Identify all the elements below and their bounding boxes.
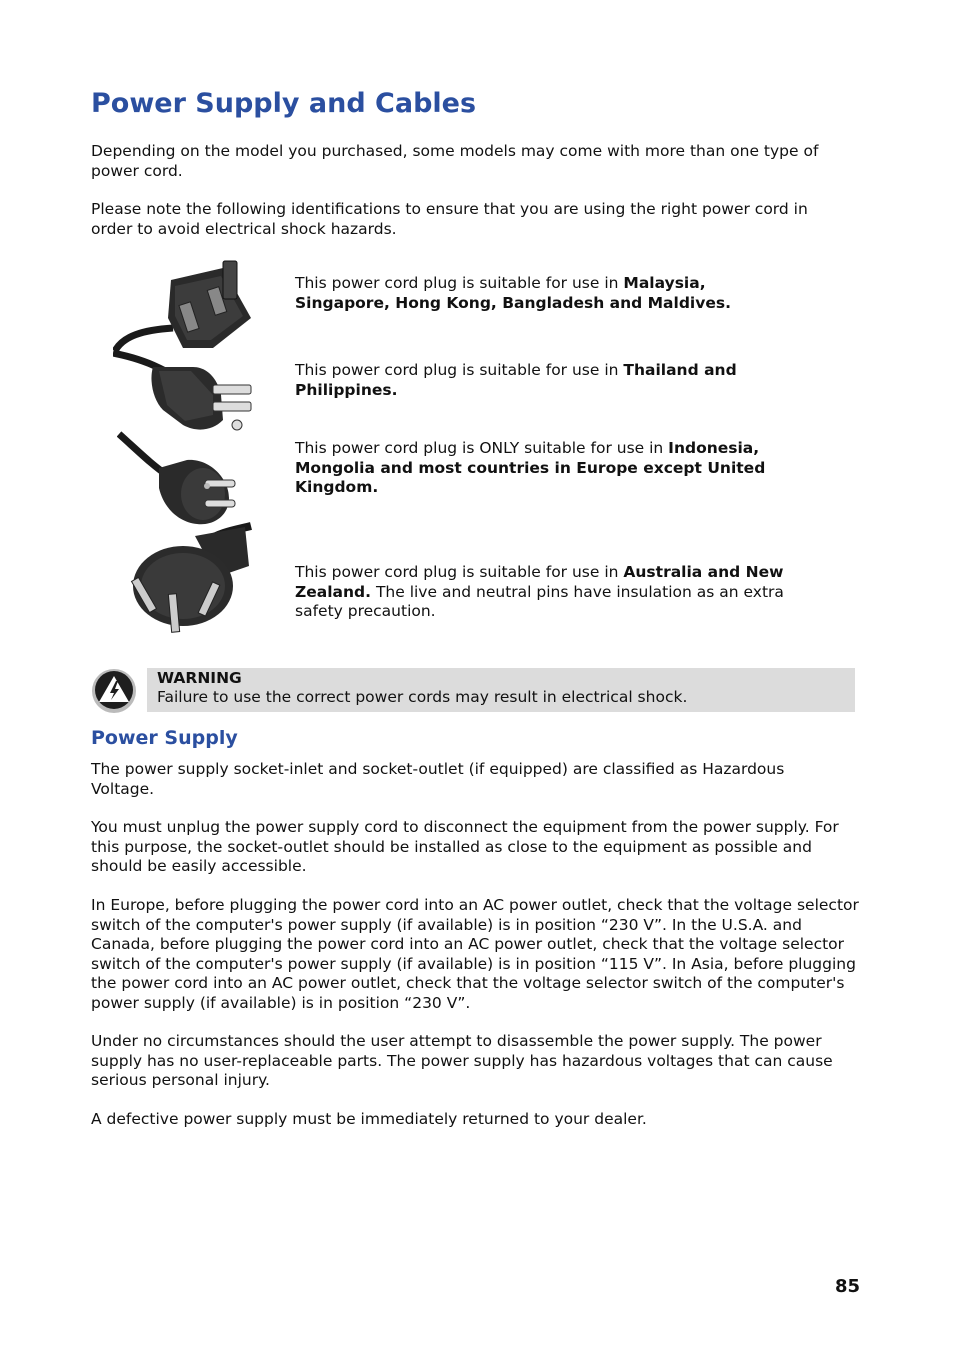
body-paragraph-3: In Europe, before plugging the power cord into an AC power outlet, check that the voltage selector switch of the computer's power supply (if available) is in position “230 V”. In the U.S.A. and Canada, before plugging the power cord into an AC power outlet, check that the voltage selector switch of the computer's power supply (if available) is in position “115 V”. In Asia, before plugging the power cord into an AC power outlet, check that the voltage selector switch of the computer's power supply (if available) is in position “230 V”. xyxy=(91,896,859,1012)
warning-box xyxy=(147,668,855,712)
body-paragraph-4: Under no circumstances should the user attempt to disassemble the power supply. The power supply has no user-replaceable parts. The power supply has hazardous voltages that can cause serious personal injury. xyxy=(91,1032,833,1089)
body-paragraph-5: A defective power supply must be immediately returned to your dealer. xyxy=(91,1110,647,1128)
us-plug-icon xyxy=(113,345,258,435)
intro-paragraph-1: Depending on the model you purchased, some models may come with more than one type of power cord. xyxy=(91,142,819,180)
plug-description-3: This power cord plug is ONLY suitable for use in Indonesia, Mongolia and most countries in Europe except United Kingdom. xyxy=(295,439,766,496)
plug-description-2: This power cord plug is suitable for use in Thailand and Philippines. xyxy=(295,361,737,399)
intro-paragraph-2: Please note the following identifications to ensure that you are using the right power cord in order to avoid electrical shock hazards. xyxy=(91,200,808,238)
section-title: Power Supply xyxy=(91,727,238,749)
au-plug-icon xyxy=(125,522,255,637)
uk-plug-icon xyxy=(113,258,253,353)
page-title: Power Supply and Cables xyxy=(91,88,477,119)
warning-icon xyxy=(91,668,137,714)
warning-title: WARNING xyxy=(157,669,242,687)
plug-description-1: This power cord plug is suitable for use in Malaysia, Singapore, Hong Kong, Bangladesh and Maldives. xyxy=(295,274,731,312)
warning-text: Failure to use the correct power cords may result in electrical shock. xyxy=(157,688,688,706)
page-number: 85 xyxy=(835,1276,861,1297)
body-paragraph-2: You must unplug the power supply cord to disconnect the equipment from the power supply. For this purpose, the socket-outlet should be installed as close to the equipment as possible and should be easily accessible. xyxy=(91,818,839,875)
eu-plug-icon xyxy=(117,430,247,530)
plug-description-4: This power cord plug is suitable for use in Australia and New Zealand. The live and neutral pins have insulation as an extra safety precaution. xyxy=(295,563,784,620)
body-paragraph-1: The power supply socket-inlet and socket-outlet (if equipped) are classified as Hazardous Voltage. xyxy=(91,760,785,798)
